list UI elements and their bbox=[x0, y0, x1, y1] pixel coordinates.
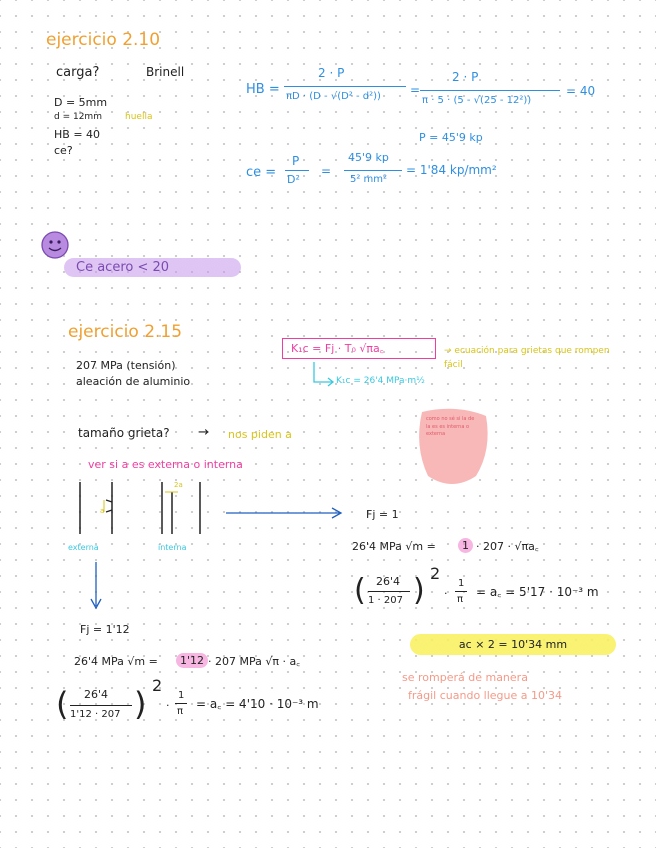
d-big-value: D = 5mm bbox=[54, 96, 108, 109]
ce-frac1-num: P bbox=[292, 154, 300, 168]
d-small-value: d = 12mm bbox=[54, 112, 102, 122]
eq1-left: 26'4 MPa √m = bbox=[352, 540, 436, 553]
sticky-note-text: como no sé si la de la es es interna o externa bbox=[426, 416, 475, 437]
frac4-inner-den: π bbox=[177, 706, 184, 717]
ac-result-highlight: ac × 2 = 10'34 mm bbox=[410, 634, 616, 655]
frac4-result: = a꜀ = 4'10 · 10⁻³ m bbox=[196, 697, 319, 711]
carga-question: carga? bbox=[56, 65, 100, 80]
eq1-right: · 207 · √πa꜀ bbox=[476, 540, 539, 553]
hb-frac2-den: π · 5 · (5 - √(25 - 12²)) bbox=[422, 95, 532, 106]
arrow-icon bbox=[312, 362, 336, 388]
frac3-inner-num: 1 bbox=[458, 578, 465, 589]
brinell-label: Brinell bbox=[146, 65, 185, 79]
paren-open: ( bbox=[56, 685, 69, 723]
hb-lhs: HB = bbox=[246, 82, 280, 97]
equals-sign: = bbox=[321, 164, 332, 178]
dot: · bbox=[444, 587, 448, 600]
crack-2a-label: 2a bbox=[174, 481, 183, 489]
arrow-down-icon bbox=[89, 562, 103, 610]
fj1-label: Fj = 1 bbox=[366, 508, 399, 521]
ce-result: = 1'84 kp/mm² bbox=[406, 163, 497, 177]
crack-a-label: a bbox=[100, 507, 105, 515]
mpa-value: 207 MPa (tensión) bbox=[76, 359, 176, 372]
fraction-bar bbox=[455, 591, 467, 592]
fraction-bar bbox=[368, 591, 410, 592]
fj-highlight: 1'12 bbox=[176, 653, 208, 668]
ce-frac1-den: D² bbox=[287, 173, 300, 186]
eq2-left: 26'4 MPa √m = bbox=[74, 655, 158, 668]
externa-label: externa bbox=[68, 543, 99, 552]
crack-diagram-icon bbox=[74, 482, 224, 536]
hb-frac1-den: πD · (D - √(D² - d²)) bbox=[286, 91, 381, 102]
romper-note-2: frágil cuando llegue a 10'34 bbox=[408, 689, 563, 702]
hb-frac2-num: 2 · P bbox=[452, 70, 479, 84]
hb-result: = 40 bbox=[566, 84, 596, 98]
ce-lhs: ce = bbox=[246, 165, 277, 180]
nos-piden-note: nos piden a bbox=[228, 428, 292, 441]
ce-frac2-den: 5² mm² bbox=[350, 174, 388, 185]
fraction-bar bbox=[420, 90, 560, 91]
arrow-right-icon bbox=[226, 506, 344, 520]
huella-note: huella bbox=[125, 112, 153, 122]
formula-note: → ecuación para grietas que rompen fácil bbox=[444, 346, 610, 371]
smiley-icon bbox=[40, 230, 70, 260]
frac4-den: 1'12 · 207 bbox=[70, 709, 121, 720]
interna-label: interna bbox=[158, 543, 187, 552]
frac3-result: = a꜀ = 5'17 · 10⁻³ m bbox=[476, 585, 599, 599]
frac4-num: 26'4 bbox=[84, 688, 109, 701]
exercise-2-title: ejercicio 2.15 bbox=[68, 322, 183, 342]
acero-highlight: Ce acero < 20 bbox=[64, 258, 241, 277]
kic-formula-box: K₁c = Fj · T₀ √πa꜀ bbox=[282, 338, 436, 359]
fraction-bar bbox=[285, 170, 309, 171]
p-result: P = 45'9 kp bbox=[419, 131, 483, 144]
ver-note: ver si a es externa o interna bbox=[88, 458, 243, 471]
fraction-bar bbox=[284, 86, 406, 87]
paren-close: ) bbox=[413, 573, 425, 608]
aleacion-label: aleación de aluminio bbox=[76, 375, 191, 388]
fj-highlight: 1 bbox=[458, 538, 473, 553]
exercise-1-title: ejercicio 2.10 bbox=[46, 30, 161, 50]
fraction-bar bbox=[344, 170, 402, 171]
hb-frac1-num: 2 · P bbox=[318, 66, 345, 80]
frac3-inner-den: π bbox=[457, 594, 464, 605]
paren-open: ( bbox=[354, 573, 366, 608]
frac4-inner-num: 1 bbox=[178, 690, 185, 701]
frac3-num: 26'4 bbox=[376, 575, 401, 588]
fj2-label: Fj = 1'12 bbox=[80, 623, 130, 636]
dot: · bbox=[166, 699, 170, 712]
frac3-exponent: 2 bbox=[430, 564, 441, 583]
ce-frac2-num: 45'9 kp bbox=[348, 151, 389, 164]
tamano-question: tamaño grieta? bbox=[78, 426, 170, 440]
romper-note-1: se romperá de manera bbox=[402, 671, 528, 684]
hb-value: HB = 40 bbox=[54, 128, 101, 141]
frac3-den: 1 · 207 bbox=[368, 595, 403, 606]
equals-sign: = bbox=[410, 83, 421, 97]
fraction-bar bbox=[175, 703, 187, 704]
frac4-exponent: 2 bbox=[152, 676, 163, 695]
fraction-bar bbox=[70, 705, 132, 706]
eq2-right: · 207 MPa √π · a꜀ bbox=[208, 655, 301, 668]
arrow-icon: → bbox=[198, 425, 209, 440]
kic-value: K₁c = 26'4 MPa·m½ bbox=[336, 376, 425, 386]
paren-close: ) bbox=[134, 685, 147, 723]
ce-question: ce? bbox=[54, 144, 73, 157]
